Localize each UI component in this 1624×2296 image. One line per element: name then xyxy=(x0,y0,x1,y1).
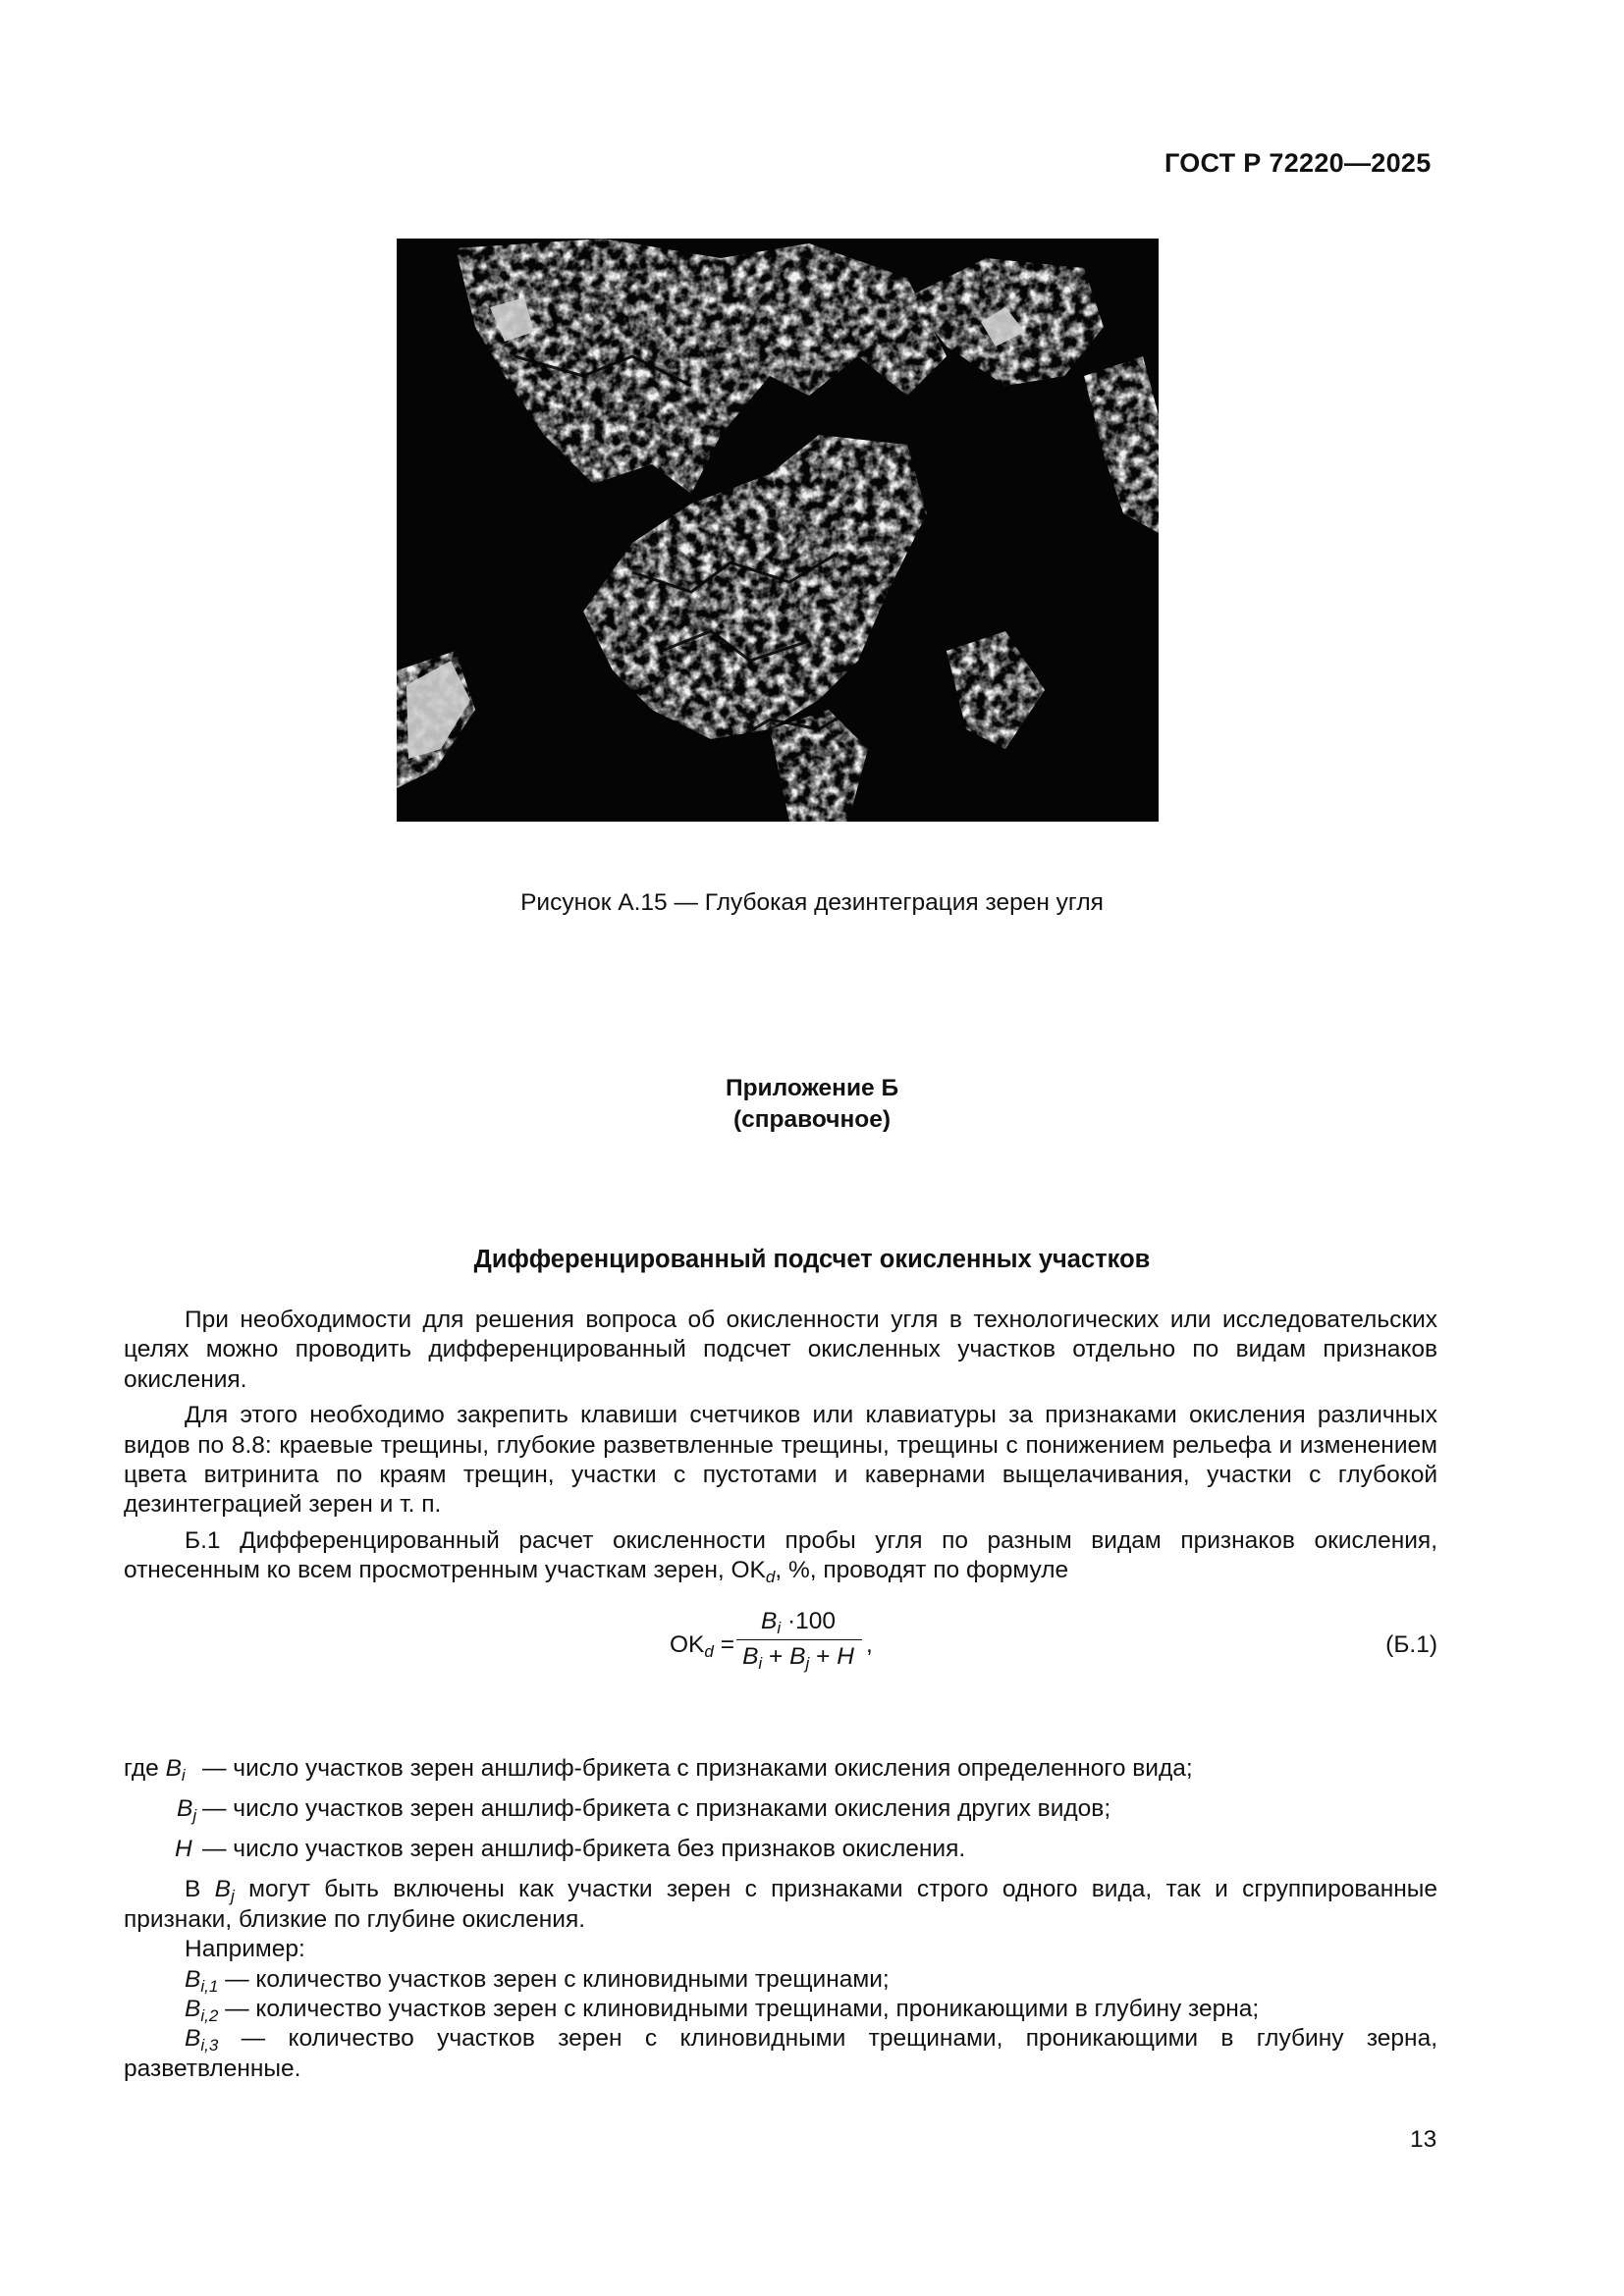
definition-item: $B_j$ — число участков зерен аншлиф-брикета с признаками окисления других видов; xyxy=(177,1795,1111,1826)
page-number: 13 xyxy=(1410,2126,1437,2153)
formula xyxy=(124,1607,1437,1723)
figure-caption: Рисунок А.15 — Глубокая дезинтеграция зерен угля xyxy=(520,889,1104,916)
paragraph: Для этого необходимо закрепить клавиши счетчиков или клавиатуры за признаками окисления различных видов по 8.8: краевые трещины, глубокие разветвленные трещины, трещины с понижением рельефа и изменением цвета витринита по краям трещин, участки с пустотами и кавернами выщелачивания, участки с глубокой дезинтеграцией зерен и т. п. xyxy=(124,1402,1437,1519)
example-item: $B_{i,2}$ — количество участков зерен с клиновидными трещинами, проникающими в глубину зерна; xyxy=(185,1995,1260,2025)
example-item: $B_{i,1}$ — количество участков зерен с клиновидными трещинами; xyxy=(185,1965,890,1996)
micrograph-image xyxy=(397,239,1159,822)
definitions xyxy=(124,1754,1437,1875)
annex-heading xyxy=(0,1073,1624,1136)
formula-fraction xyxy=(734,1607,862,1672)
definition-item: H — число участков зерен аншлиф-брикета без признаков окисления. xyxy=(175,1836,966,1863)
formula-denominator: $B_i + B_j + H$ xyxy=(742,1642,854,1673)
paragraph: Б.1 Дифференцированный расчет окисленности пробы угля по разным видам признаков окисления, отнесенным ко всем просмотренным участкам зерен, $OK_d$, %, проводят по формуле xyxy=(124,1526,1437,1586)
body-text xyxy=(124,1306,1437,2084)
definition-item: где $B_i$ — число участков зерен аншлиф-брикета с признаками окисления определенного вида; xyxy=(124,1755,1193,1786)
paragraph: В $B_j$ могут быть включены как участки зерен с признаками строго одного вида, так и сгруппированные признаки, близкие по глубине окисления. xyxy=(124,1876,1437,1933)
section-title: Дифференцированный подсчет окисленных участков xyxy=(473,1246,1151,1273)
example-item: $B_{i,3}$ — количество участков зерен с клиновидными трещинами, проникающими в глубину зерна, разветвленные. xyxy=(124,2025,1438,2082)
formula-comma: , xyxy=(866,1631,873,1659)
formula-numerator: $B_i \cdot 100$ xyxy=(761,1608,836,1638)
annex-type: (справочное) xyxy=(732,1105,892,1133)
document-id: ГОСТ Р 72220—2025 xyxy=(1164,148,1432,178)
example-intro: Например: xyxy=(185,1936,305,1963)
formula-number: (Б.1) xyxy=(1385,1631,1437,1659)
formula-lhs: $OK_d$ = xyxy=(670,1631,734,1662)
annex-title: Приложение Б xyxy=(725,1075,899,1101)
paragraph: При необходимости для решения вопроса об окисленности угля в технологических или исследовательских целях можно проводить дифференцированный подсчет окисленных участков отдельно по видам признаков окисления. xyxy=(124,1307,1437,1393)
fraction-bar xyxy=(736,1639,862,1640)
